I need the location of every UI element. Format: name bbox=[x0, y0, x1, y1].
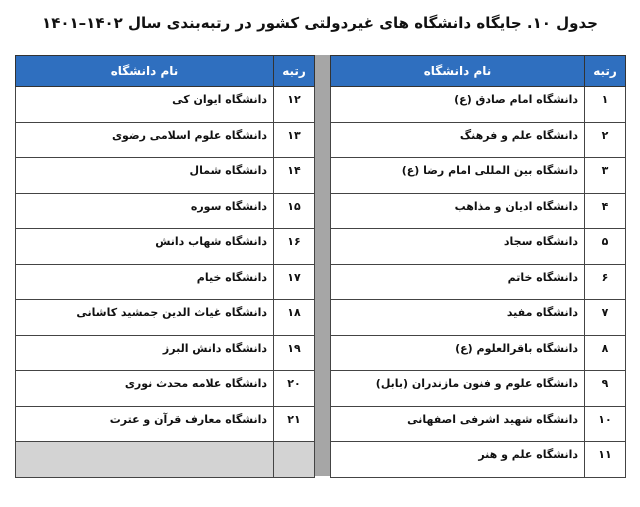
university-name-cell: دانشگاه علامه محدث نوری bbox=[16, 371, 274, 407]
table-caption: جدول ۱۰. جایگاه دانشگاه های غیردولتی کشور در رتبه‌بندی سال ۱۴۰۲–۱۴۰۱ bbox=[42, 14, 598, 32]
university-name-cell: دانشگاه علم و هنر bbox=[331, 442, 585, 478]
rank-cell: ۲۰ bbox=[274, 371, 315, 407]
table-row bbox=[331, 264, 626, 300]
ranking-table-right bbox=[330, 55, 626, 478]
university-name-cell: دانشگاه شهاب دانش bbox=[16, 229, 274, 265]
rank-cell: ۱۶ bbox=[274, 229, 315, 265]
university-name-cell: دانشگاه شمال bbox=[16, 158, 274, 194]
table-row bbox=[331, 442, 626, 478]
table-row bbox=[16, 122, 315, 158]
ranking-table-left bbox=[15, 55, 315, 478]
university-name-cell: دانشگاه امام صادق (ع) bbox=[331, 87, 585, 123]
university-name-cell: دانشگاه خیام bbox=[16, 264, 274, 300]
university-name-cell: دانشگاه بین المللی امام رضا (ع) bbox=[331, 158, 585, 194]
rank-cell: ۴ bbox=[585, 193, 626, 229]
header-row bbox=[16, 56, 315, 87]
table-row bbox=[331, 122, 626, 158]
rank-cell: ۱۴ bbox=[274, 158, 315, 194]
table-row bbox=[331, 371, 626, 407]
rank-cell: ۱۵ bbox=[274, 193, 315, 229]
table-row bbox=[331, 300, 626, 336]
table-row bbox=[16, 335, 315, 371]
rank-cell: ۱۲ bbox=[274, 87, 315, 123]
table-row bbox=[16, 229, 315, 265]
rank-cell: ۱۷ bbox=[274, 264, 315, 300]
table-row bbox=[331, 87, 626, 123]
rank-cell: ۸ bbox=[585, 335, 626, 371]
university-name-cell: دانشگاه علم و فرهنگ bbox=[331, 122, 585, 158]
university-name-cell: دانشگاه سجاد bbox=[331, 229, 585, 265]
university-name-cell: دانشگاه علوم و فنون مازندران (بابل) bbox=[331, 371, 585, 407]
rank-cell bbox=[274, 442, 315, 478]
rank-cell: ۱۳ bbox=[274, 122, 315, 158]
table-row bbox=[16, 193, 315, 229]
rank-cell: ۱۸ bbox=[274, 300, 315, 336]
rank-cell: ۲۱ bbox=[274, 406, 315, 442]
table-row bbox=[16, 300, 315, 336]
university-name-header: نام دانشگاه bbox=[16, 56, 274, 87]
table-row bbox=[331, 229, 626, 265]
rank-cell: ۱۹ bbox=[274, 335, 315, 371]
university-name-cell: دانشگاه باقرالعلوم (ع) bbox=[331, 335, 585, 371]
rank-cell: ۵ bbox=[585, 229, 626, 265]
university-name-cell: دانشگاه ایوان کی bbox=[16, 87, 274, 123]
table-row bbox=[331, 335, 626, 371]
rank-cell: ۷ bbox=[585, 300, 626, 336]
table-row bbox=[16, 371, 315, 407]
rank-cell: ۲ bbox=[585, 122, 626, 158]
university-name-cell: دانشگاه معارف قرآن و عترت bbox=[16, 406, 274, 442]
rank-cell: ۹ bbox=[585, 371, 626, 407]
table-row bbox=[16, 264, 315, 300]
rank-cell: ۳ bbox=[585, 158, 626, 194]
university-name-cell: دانشگاه خاتم bbox=[331, 264, 585, 300]
table-row bbox=[16, 158, 315, 194]
university-name-cell: دانشگاه علوم اسلامی رضوی bbox=[16, 122, 274, 158]
rank-header: رتبه bbox=[274, 56, 315, 87]
university-name-cell: دانشگاه سوره bbox=[16, 193, 274, 229]
rank-cell: ۱ bbox=[585, 87, 626, 123]
header-row bbox=[331, 56, 626, 87]
university-name-cell: دانشگاه شهید اشرفی اصفهانی bbox=[331, 406, 585, 442]
rank-cell: ۱۰ bbox=[585, 406, 626, 442]
university-name-cell bbox=[16, 442, 274, 478]
university-name-header: نام دانشگاه bbox=[331, 56, 585, 87]
university-name-cell: دانشگاه مفید bbox=[331, 300, 585, 336]
rank-cell: ۶ bbox=[585, 264, 626, 300]
university-name-cell: دانشگاه غیاث الدین جمشید کاشانی bbox=[16, 300, 274, 336]
empty-table-row bbox=[16, 442, 315, 478]
university-name-cell: دانشگاه دانش البرز bbox=[16, 335, 274, 371]
column-divider bbox=[315, 55, 330, 476]
table-row bbox=[331, 406, 626, 442]
table-row bbox=[331, 158, 626, 194]
university-name-cell: دانشگاه ادیان و مذاهب bbox=[331, 193, 585, 229]
table-row bbox=[16, 87, 315, 123]
rank-cell: ۱۱ bbox=[585, 442, 626, 478]
table-row bbox=[16, 406, 315, 442]
table-row bbox=[331, 193, 626, 229]
rank-header: رتبه bbox=[585, 56, 626, 87]
